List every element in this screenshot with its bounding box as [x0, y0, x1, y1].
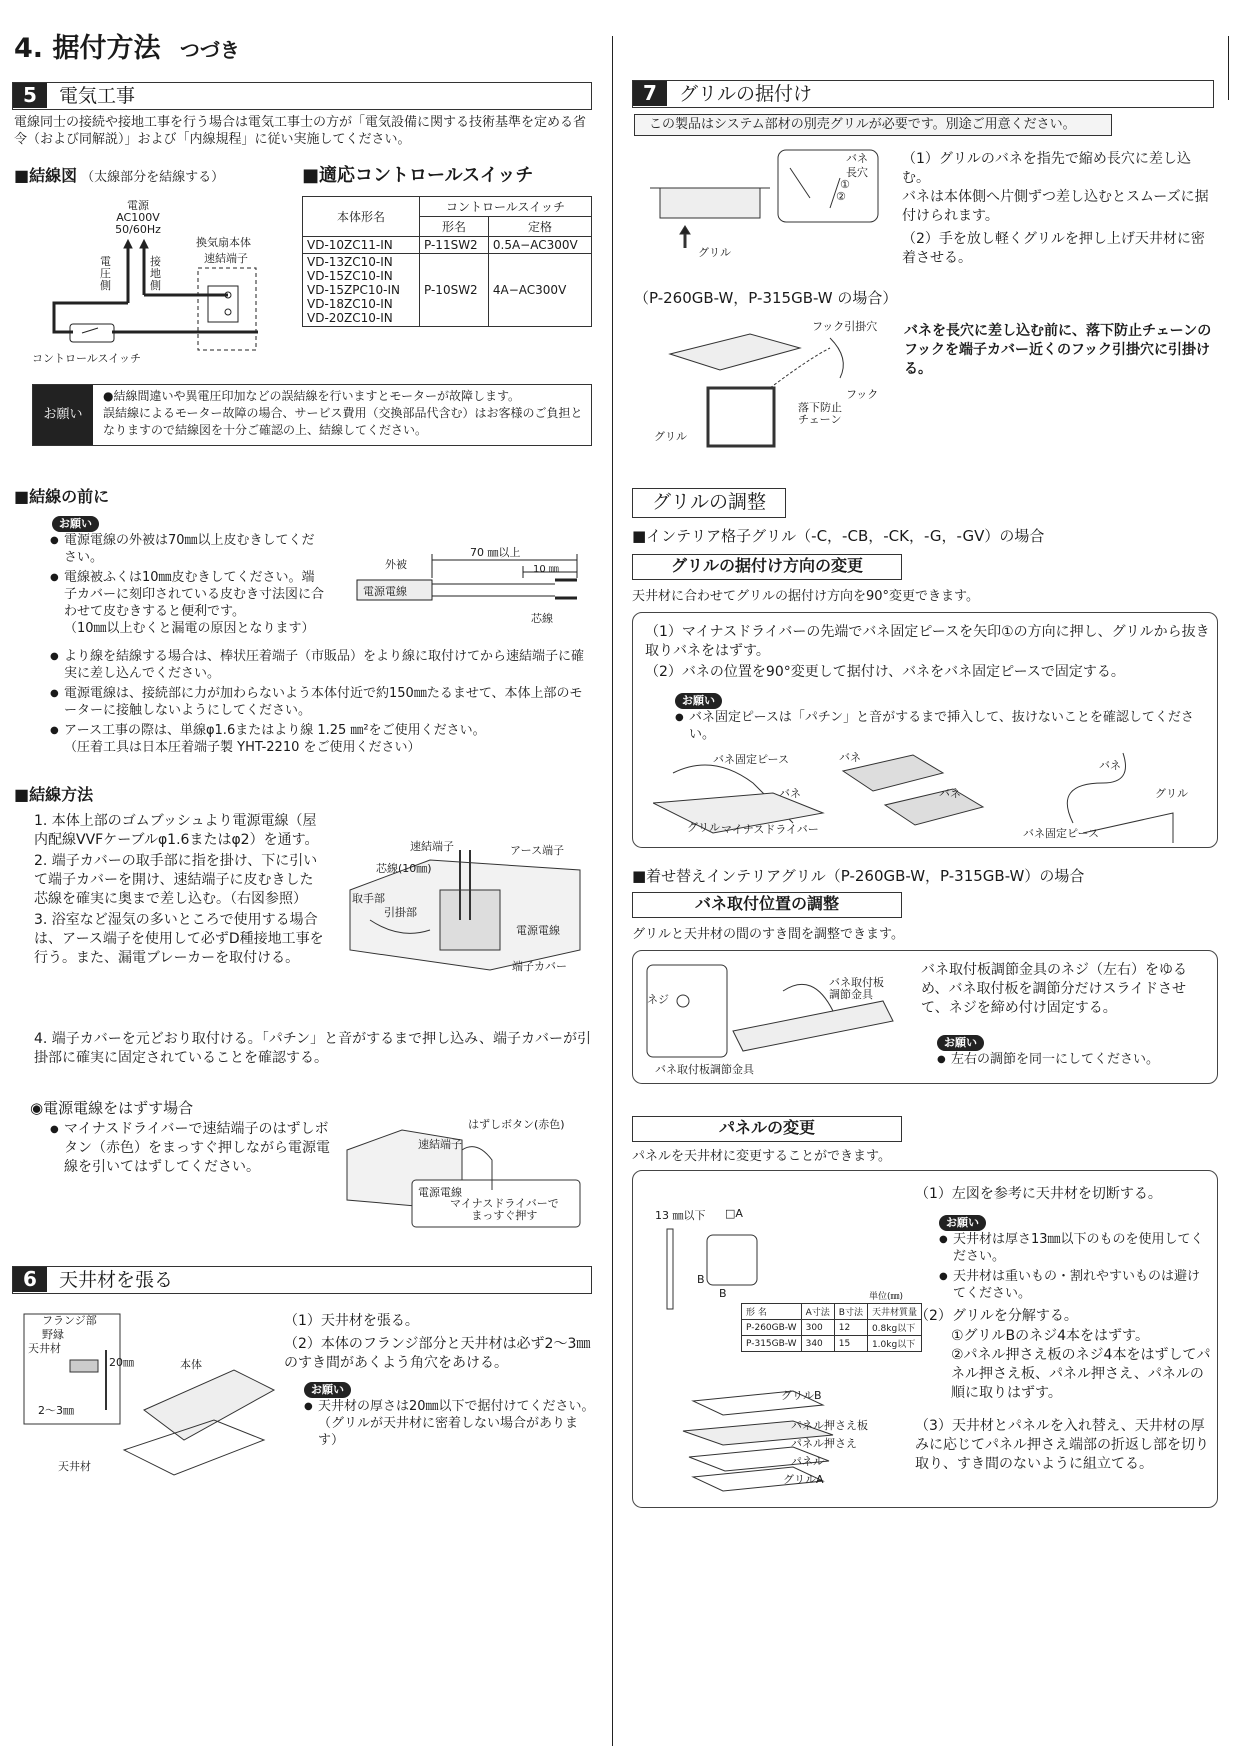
diagram-ground-side: 接地側: [150, 255, 161, 292]
fig-spring-label: バネ: [846, 152, 868, 165]
direction-step: （1）マイナスドライバーの先端でバネ固定ピースを矢印①の方向に押し、グリルから抜き取りバネをはずす。: [645, 624, 1210, 659]
fig-dir-driver-label: マイナスドライバー: [721, 823, 819, 836]
table-row: [303, 237, 592, 254]
list-item: ● 天井材は重いもの・割れやすいものは避けてください。: [939, 1268, 1211, 1302]
th-rating: 定格: [488, 217, 591, 237]
grille-install-svg: [640, 148, 880, 258]
section-5-number: 5: [13, 83, 47, 108]
panel-sub-step: ②パネル押さえ板のネジ4本をはずしてパネル押さえ板、パネル押さえ、パネルの順に取りはずす。: [951, 1347, 1211, 1401]
column-divider: [612, 36, 613, 1746]
wiring-heading-text: ■結線図: [14, 166, 78, 185]
section-7-header: [632, 80, 1214, 108]
list-item: ● 天井材は厚さ13㎜以下のものを使用してください。: [939, 1231, 1211, 1265]
table-row: [303, 254, 592, 327]
fig-unit-label: 単位(㎜): [869, 1292, 904, 1302]
dim-cell: P-315GB-W: [742, 1336, 802, 1352]
pill-label: お願い: [304, 1382, 351, 1398]
diagram-frequency: 50/60Hz: [115, 223, 161, 236]
dim-cell: 0.8kg以下: [867, 1320, 921, 1336]
fig-dir-grille2-label: グリル: [687, 821, 720, 834]
fig-remove-terminal-label: 速結端子: [418, 1138, 462, 1151]
cell-type: P-10SW2: [420, 254, 489, 327]
pill-label: お願い: [937, 1035, 984, 1051]
dim-cell: 12: [834, 1320, 867, 1336]
fig-20mm-label: 20㎜: [109, 1356, 134, 1369]
cell-models: VD-10ZC11-IN: [303, 237, 420, 254]
section-5-header: [12, 82, 592, 110]
spring-position-text: グリルと天井材の間のすき間を調整できます。: [632, 927, 904, 942]
grille-step-1: （1）グリルのバネを指先で縮め長穴に差し込む。 バネは本体側へ片側ずつ差し込むとスムーズに据付けられます。: [902, 151, 1209, 224]
fig-slot-label: 長穴: [846, 166, 868, 179]
table-row: [742, 1336, 922, 1352]
section-5-title: 電気工事: [59, 85, 136, 107]
fig-gap-label: 2〜3㎜: [38, 1404, 74, 1417]
before-list-bottom: [50, 648, 595, 759]
fig-ceiling-label: 天井材: [28, 1342, 61, 1355]
direction-note: [675, 709, 1195, 746]
method-step: 2. 端子カバーの取手部に指を掛け、下に引いて端子カバーを開け、速結端子に皮むきした芯線を確実に奥まで差し込む。（右図参照）: [34, 853, 318, 907]
spring-position-box: [632, 950, 1218, 1084]
wiring-heading-note: （太線部分を結線する）: [81, 170, 225, 185]
section-5-intro: 電線同士の接続や接地工事を行う場合は電気工事士の方が「電気設備に関する技術基準を定める省令（および同解説）」および「内線規程」に従い実施してください。: [14, 115, 587, 147]
wiring-method-steps: [34, 812, 324, 970]
diagram-live-side: 電圧側: [100, 255, 111, 292]
fig-circle-2: ②: [836, 190, 846, 203]
dim-header: 天井材質量: [867, 1304, 921, 1320]
wiring-method-heading: ■結線方法: [14, 785, 94, 804]
cell-type: P-11SW2: [420, 237, 489, 254]
diagram-voltage: AC100V: [116, 211, 160, 224]
panel-step-3: （3）天井材とパネルを入れ替え、天井材の厚みに応じてパネル押さえ端部の折返し部を切り取り、すき間のないように組立てる。: [915, 1418, 1209, 1472]
dim-cell: 1.0kg以下: [867, 1336, 921, 1352]
fig-hook-hole-label: フック引掛穴: [812, 320, 878, 333]
page-title: [14, 32, 240, 67]
fig-circle-1: ①: [840, 178, 850, 191]
fig-panel-label: パネル: [791, 1455, 824, 1468]
method-step: 3. 浴室など湿気の多いところで使用する場合は、アース端子を使用して必ずD種接地工事を行う。また、漏電ブレーカーを取付ける。: [34, 912, 324, 966]
dim-header: 形 名: [742, 1304, 802, 1320]
strip-70mm-label: 70 ㎜以上: [470, 546, 521, 559]
fig-holder-label: パネル押さえ: [791, 1437, 857, 1450]
diagram-power-label: [110, 200, 166, 236]
interior-grille-heading: ■インテリア格子グリル（-C，-CB，-CK，-G，-GV）の場合: [632, 527, 1045, 545]
caution-label: お願い: [33, 385, 93, 445]
remove-wire-heading: ◉電源電線をはずす場合: [30, 1099, 194, 1117]
page-title-main: 4. 据付方法: [14, 33, 161, 64]
diagram-terminal-label: 速結端子: [204, 252, 248, 265]
section-6-header: [12, 1266, 592, 1294]
fig-bracket-label: バネ取付板 調節金具: [829, 976, 884, 1001]
th-model: 本体形名: [303, 197, 420, 237]
ceiling-step: （1）天井材を張る。: [284, 1313, 419, 1329]
p260-heading: （P-260GB-W，P-315GB-W の場合）: [634, 289, 898, 307]
strip-wire-label: 電源電線: [363, 585, 407, 598]
remove-wire-list: [50, 1120, 330, 1180]
fig-dir-spring2-label: バネ: [779, 787, 801, 800]
panel-pill: [939, 1211, 986, 1231]
wiring-diagram: [18, 200, 278, 368]
fig-screw-label: ネジ: [647, 993, 669, 1006]
fig-joist-label: 野縁: [42, 1328, 64, 1341]
direction-pill: [675, 689, 722, 709]
fig-dir-spring4-label: バネ: [1099, 759, 1121, 772]
panel-dimension-table: [741, 1303, 922, 1352]
spring-position-note: [937, 1051, 1207, 1071]
grille-required-notice: この製品はシステム部材の別売グリルが必要です。別途ご用意ください。: [634, 114, 1112, 136]
list-item: ● 左右の調節を同一にしてください。: [937, 1051, 1207, 1068]
cell-models: VD-13ZC10-IN VD-15ZC10-IN VD-15ZPC10-IN VD-18ZC10-IN VD-20ZC10-IN: [303, 254, 420, 327]
before-wiring-heading: ■結線の前に: [14, 487, 110, 506]
fig-piece-label: バネ固定ピース: [713, 753, 790, 766]
fig-dir-grille-label: グリル: [1155, 787, 1188, 800]
dim-header: B寸法: [834, 1304, 867, 1320]
fig-grille2-label: グリル: [654, 430, 687, 443]
list-item: ● 電源電線は、接続部に力が加わらないよう本体付近で約150㎜たるませて、本体上部のモーターに接触しないようにしてください。: [50, 685, 595, 719]
section-7-title: グリルの据付け: [679, 83, 813, 105]
pill-label: お願い: [675, 693, 722, 709]
fig-dir-spring3-label: バネ: [939, 787, 961, 800]
pill-label: お願い: [52, 516, 99, 532]
terminal-cover-figure: [340, 830, 590, 980]
fig-thickness-label: 13 ㎜以下: [655, 1209, 706, 1222]
spring-position-pill: [937, 1031, 984, 1051]
ceiling-figure: [14, 1310, 280, 1480]
diagram-switch-label: コントロールスイッチ: [32, 352, 142, 365]
switch-table-grid: [302, 196, 592, 327]
section-6-note: [304, 1398, 596, 1452]
fig-body-label: 本体: [180, 1358, 202, 1371]
fig-hook2-label: フック: [846, 388, 879, 401]
list-item: ● アース工事の際は、単線φ1.6またはより線 1.25 ㎜²をご使用ください。 （圧着工具は日本圧着端子製 YHT-2210 をご使用ください）: [50, 722, 595, 756]
fig-remove-wire-label: 電源電線: [418, 1186, 462, 1199]
switch-heading: ■適応コントロールスイッチ: [302, 165, 534, 186]
panel-change-box: [632, 1170, 1218, 1508]
caution-box: [32, 384, 592, 446]
chain-figure: [654, 318, 900, 448]
dress-grille-heading: ■着せ替えインテリアグリル（P-260GB-W，P-315GB-W）の場合: [632, 867, 1085, 885]
section-6-title: 天井材を張る: [59, 1269, 174, 1291]
direction-step: （2）バネの位置を90°変更して据付け、バネをバネ固定ピースで固定する。: [645, 664, 1125, 680]
cell-rating: 0.5A−AC300V: [488, 237, 591, 254]
chain-instruction: バネを長穴に差し込む前に、落下防止チェーンのフックを端子カバー近くのフック引掛穴に引掛ける。: [904, 323, 1212, 377]
diagram-power: 電源: [127, 199, 149, 212]
section-6-pill: [304, 1378, 351, 1398]
fig-chain-label: 落下防止 チェーン: [798, 401, 842, 426]
panel-step-2: （2）グリルを分解する。: [915, 1308, 1078, 1324]
panel-notes: [939, 1231, 1211, 1305]
fig-hook-label: 引掛部: [384, 906, 417, 919]
fig-grille-a-label: グリルA: [783, 1473, 824, 1486]
fig-earth-label: アース端子: [510, 844, 565, 857]
before-list-top: [50, 532, 325, 640]
fig-grille-label: グリル: [698, 246, 731, 259]
wiring-diagram-heading: [14, 165, 224, 187]
strip-core-label: 芯線: [531, 612, 553, 625]
panel-change-text: パネルを天井材に変更することができます。: [632, 1149, 891, 1164]
fig-terminal-label: 速結端子: [410, 840, 454, 853]
fig-ceiling2-label: 天井材: [58, 1460, 91, 1473]
fig-driver-label: マイナスドライバーで まっすぐ押す: [450, 1197, 559, 1222]
dim-cell: 340: [801, 1336, 834, 1352]
list-item: ● 電源電線の外被は70㎜以上皮むきしてください。: [50, 532, 325, 566]
list-item: ● 電線被ふくは10㎜皮むきしてください。端子カバーに刻印されている皮むき寸法図に合わせて皮むきすると便利です。 （10㎜以上むくと漏電の原因となります）: [50, 569, 325, 637]
remove-wire-figure: [342, 1120, 582, 1228]
fig-handle-label: 取手部: [352, 892, 385, 905]
direction-change-box: [632, 612, 1218, 848]
dim-header: A寸法: [801, 1304, 834, 1320]
section-7-number: 7: [633, 81, 667, 106]
direction-steps: [645, 623, 1211, 682]
fig-release-button-label: はずしボタン(赤色): [468, 1118, 565, 1131]
right-edge-rule: [1228, 36, 1229, 100]
th-switch: コントロールスイッチ: [420, 197, 592, 217]
list-item: ● バネ固定ピースは「パチン」と音がするまで挿入して、抜けないことを確認してください。: [675, 709, 1195, 743]
page-title-sub: つづき: [179, 38, 240, 62]
fig-cover-label: 端子カバー: [512, 960, 567, 973]
list-item: ● より線を結線する場合は、棒状圧着端子（市販品）をより線に取付けてから速結端子に確実に差し込んでください。: [50, 648, 595, 682]
panel-sub-steps: [951, 1327, 1213, 1403]
diagram-unit-label: 換気扇本体: [196, 236, 251, 249]
grille-step-2: （2）手を放し軽くグリルを押し上げ天井材に密着させる。: [902, 231, 1205, 266]
grille-adjust-heading: グリルの調整: [632, 488, 786, 518]
caution-text: ●結線間違いや異電圧印加などの誤結線を行いますとモーターが故障します。 誤結線によるモーター故障の場合、サービス費用（交換部品代含む）はお客様のご負担となりますので結線図を十分ご確認の上、結線してください。: [103, 389, 583, 437]
fig-bracket2-label: バネ取付板調節金具: [655, 1063, 754, 1076]
fig-dir-spring-label: バネ: [839, 751, 861, 764]
fig-plate-label: パネル押さえ板: [791, 1419, 868, 1432]
ceiling-step: （2）本体のフランジ部分と天井材は必ず2〜3㎜のすき間があくよう角穴をあける。: [284, 1336, 591, 1371]
fig-wire-label: 電源電線: [516, 924, 560, 937]
section-6-steps: [284, 1312, 594, 1373]
dim-cell: 300: [801, 1320, 834, 1336]
fig-b2-label: B: [719, 1287, 727, 1300]
dim-cell: P-260GB-W: [742, 1320, 802, 1336]
strip-10mm-label: 10 ㎜: [533, 564, 559, 575]
grille-install-figure: [640, 148, 880, 258]
section-6-number: 6: [13, 1267, 47, 1292]
fig-grille-b-label: グリルB: [781, 1389, 822, 1402]
table-row: [742, 1320, 922, 1336]
th-type: 形名: [420, 217, 489, 237]
panel-sub-step: ①グリルBのネジ4本をはずす。: [951, 1328, 1149, 1344]
spring-position-subheading: バネ取付位置の調整: [632, 892, 902, 918]
direction-change-subheading: グリルの据付け方向の変更: [632, 554, 902, 580]
chain-figure-svg: [660, 318, 900, 448]
pill-label: お願い: [939, 1215, 986, 1231]
strip-outer-label: 外被: [385, 558, 407, 571]
list-item: ● マイナスドライバーで速結端子のはずしボタン（赤色）をまっすぐ押しながら電源電線を引いてはずしてください。: [50, 1120, 330, 1177]
list-item: ● 天井材の厚さは20㎜以下で据付けてください。 （グリルが天井材に密着しない場合があります）: [304, 1398, 596, 1449]
panel-change-subheading: パネルの変更: [632, 1116, 902, 1142]
panel-step-1: （1）左図を参考に天井材を切断する。: [915, 1186, 1162, 1202]
dim-cell: 15: [834, 1336, 867, 1352]
direction-change-text: 天井材に合わせてグリルの据付け方向を90°変更できます。: [632, 589, 980, 604]
strip-length-figure: [355, 546, 585, 630]
method-step: 1. 本体上部のゴムブッシュより電源電線（屋内配線VVFケーブルφ1.6またはφ2）を通す。: [34, 813, 319, 848]
before-caution-pill: [52, 512, 99, 532]
fig-b-label: B: [697, 1273, 705, 1286]
method-step-4: 4. 端子カバーを元どおり取付ける。「パチン」と音がするまで押し込み、端子カバーが引掛部に確実に固定されていることを確認する。: [34, 1031, 591, 1066]
fig-dir-piece2-label: バネ固定ピース: [1023, 827, 1100, 840]
fig-flange-label: フランジ部: [42, 1314, 97, 1327]
cell-rating: 4A−AC300V: [488, 254, 591, 327]
switch-table: [302, 196, 592, 327]
fig-core-label: 芯線(10㎜): [376, 862, 432, 875]
fig-a-label: □A: [725, 1207, 743, 1220]
spring-position-desc: バネ取付板調節金具のネジ（左右）をゆるめ、バネ取付板を調節分だけスライドさせて、ネジを締め付け固定する。: [921, 962, 1187, 1016]
